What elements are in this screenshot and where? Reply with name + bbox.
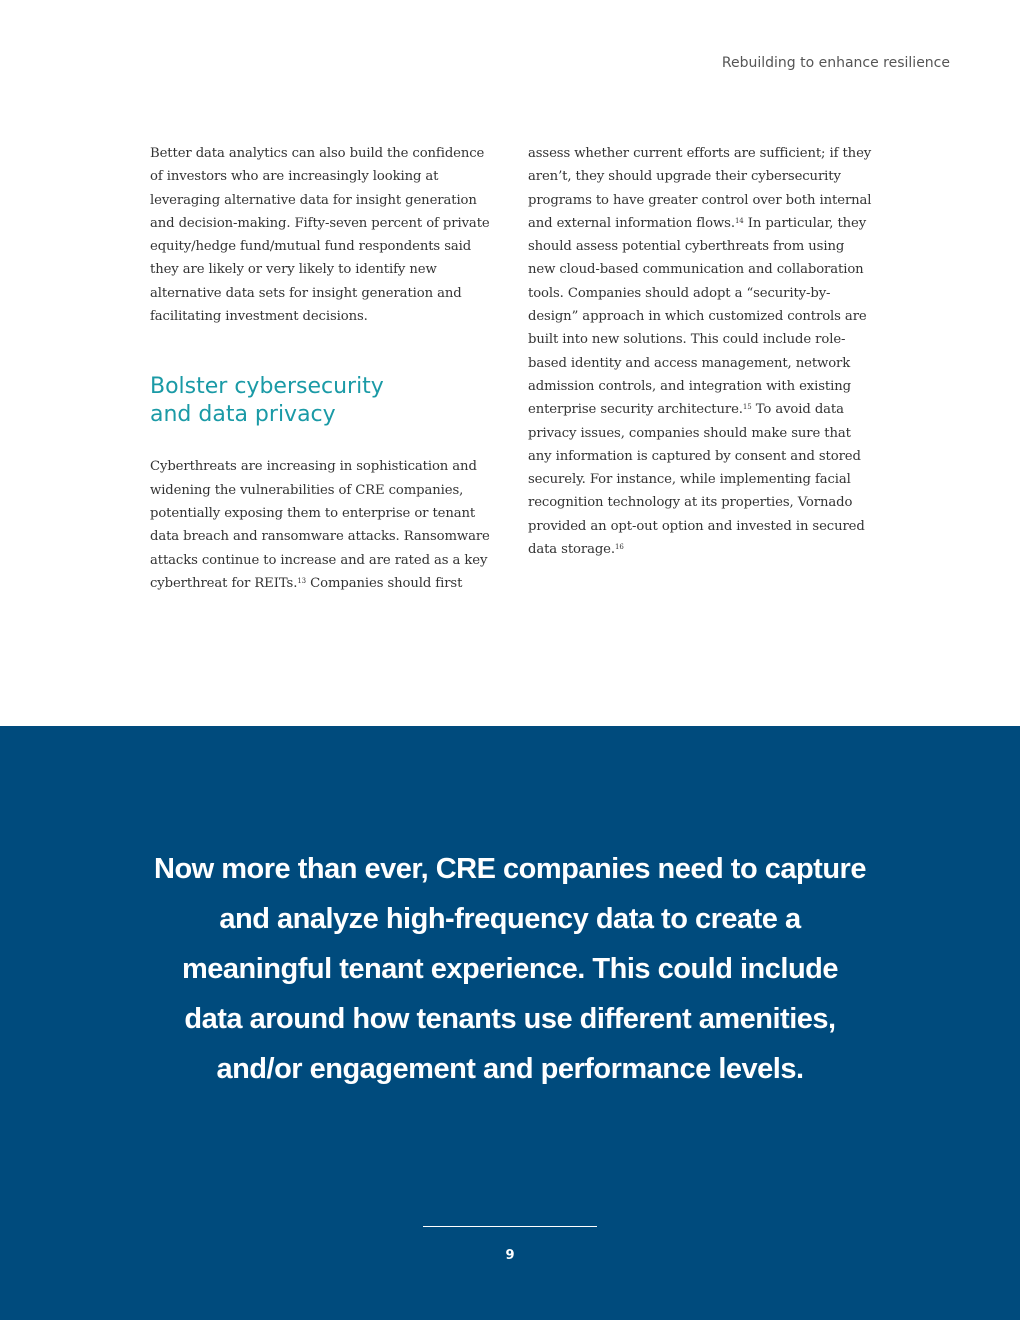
- section-heading-line-2: and data privacy: [150, 402, 336, 428]
- left-column: [150, 142, 492, 595]
- cyberthreats-tail: Companies should first: [306, 575, 463, 591]
- security-text-part-3: To avoid data privacy issues, companies should make sure that any information is captured by consent and stored securely. For instance, while implementing facial recognition technology at its properties, Vornado provided an opt-out option and invested in secured data storage.: [528, 402, 865, 558]
- pull-quote: Now more than ever, CRE companies need to capture and analyze high-frequency data to create a meaningful tenant experience. This could include data around how tenants use different amenities, and/or engagement and performance levels.: [154, 853, 866, 1085]
- footnote-ref-14: 14: [734, 216, 744, 225]
- footnote-ref-16: 16: [614, 543, 624, 552]
- security-text-part-1: assess whether current efforts are sufficient; if they aren’t, they should upgrade their cybersecurity programs to have greater control over both internal and external information flows.: [528, 146, 872, 231]
- cyberthreats-paragraph: [150, 455, 492, 595]
- section-heading: [150, 373, 492, 429]
- footnote-ref-15: 15: [742, 403, 752, 412]
- right-column: [528, 142, 874, 561]
- section-heading-line-1: Bolster cybersecurity: [150, 374, 384, 400]
- cyberthreats-text: Cyberthreats are increasing in sophistication and widening the vulnerabilities of CRE companies, potentially exposing them to enterprise or tenant data breach and ransomware attacks. Ransomware attacks continue to increase and are rated as a key cyberthreat for REITs.: [150, 459, 490, 591]
- page-number: 9: [505, 1248, 515, 1263]
- intro-paragraph: Better data analytics can also build the confidence of investors who are increasingly looking at leveraging alternative data for insight generation and decision-making. Fifty-seven percent of private equity/hedge fund/mutual fund respondents said they are likely or very likely to identify new alternative data sets for insight generation and facilitating investment decisions.: [150, 146, 490, 325]
- footnote-ref-13: 13: [297, 576, 307, 585]
- security-paragraph: [528, 142, 874, 561]
- pull-quote-band: [0, 726, 1020, 1320]
- footer-divider: [423, 1226, 597, 1227]
- security-text-part-2: In particular, they should assess potential cyberthreats from using new cloud-based communication and collaboration tools. Companies should adopt a “security-by-design” approach in which customized controls are built into new solutions. This could include role-based identity and access management, network admission controls, and integration with existing enterprise security architecture.: [528, 215, 867, 418]
- running-header-title: Rebuilding to enhance resilience: [721, 55, 950, 71]
